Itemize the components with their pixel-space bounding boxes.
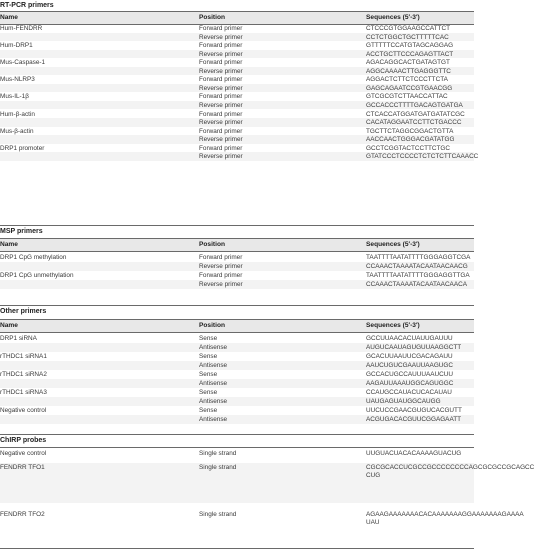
table-row	[0, 75, 474, 84]
cell-position: Reverse primer	[199, 67, 243, 75]
cell-name: Negative control	[0, 450, 47, 457]
cell-position: Forward primer	[199, 110, 243, 118]
table-row	[0, 449, 474, 459]
table-row	[0, 343, 474, 352]
table-row	[0, 415, 474, 424]
cell-position: Forward primer	[199, 272, 243, 280]
table-row	[0, 127, 474, 136]
cell-sequence: UAUGAGUAUGGCAUGG	[366, 398, 441, 406]
cell-sequence: TGCTTCTAGGCGGACTGTTA	[366, 127, 454, 135]
table-row	[0, 280, 474, 289]
cell-position: Sense	[199, 371, 218, 379]
cell-name: DRP1 CpG unmethylation	[0, 272, 74, 280]
cell-position: Single strand	[199, 464, 237, 471]
cell-position: Reverse primer	[199, 84, 243, 92]
table-row	[0, 118, 474, 127]
cell-name: rTHDC1 siRNA2	[0, 371, 47, 379]
cell-sequence: ACCTGCTTCCCAGAGTTACT	[366, 50, 454, 58]
column-header-name: Name	[0, 14, 18, 21]
section-divider	[0, 434, 474, 435]
column-header-position: Position	[199, 241, 226, 248]
cell-position: Reverse primer	[199, 281, 243, 289]
cell-sequence: CTCCCGTGGAAGCCATTCT	[366, 25, 451, 32]
table-row	[0, 50, 474, 59]
column-header-name: Name	[0, 322, 18, 329]
cell-sequence: CCAUGCCAUACUCACAUAU	[366, 389, 452, 397]
column-header-name: Name	[0, 241, 18, 248]
table-row	[0, 58, 474, 67]
cell-name: FENDRR TFO1	[0, 464, 45, 471]
cell-sequence: AGACAGGCACTGATAGTGT	[366, 59, 450, 67]
table-row	[0, 135, 474, 144]
cell-position: Sense	[199, 335, 218, 342]
cell-sequence: CCAAACTAAAATACAATAACAACG	[366, 263, 468, 271]
cell-position: Reverse primer	[199, 50, 243, 58]
section-title: MSP primers	[0, 228, 43, 235]
cell-name: Mus-NLRP3	[0, 76, 35, 84]
column-header-sequence: Sequences (5′-3′)	[366, 14, 420, 21]
cell-name: Hum-DRP1	[0, 42, 33, 50]
column-header-row	[0, 11, 474, 25]
cell-position: Reverse primer	[199, 119, 243, 127]
section-divider	[0, 225, 474, 226]
cell-sequence: AGAAGAAAAAAACACAAAAAAAGGAAAAAAAGAAAA UAU	[366, 511, 524, 526]
table-row	[0, 84, 474, 93]
cell-sequence: AGGCAAAACTTGAGGGTTC	[366, 67, 451, 75]
table-row	[0, 110, 474, 119]
cell-position: Forward primer	[199, 25, 243, 32]
table-row	[0, 101, 474, 110]
table-row	[0, 271, 474, 280]
cell-sequence: CCTCTGGCTGCTTTTTCAC	[366, 33, 449, 41]
table-row	[0, 334, 474, 343]
table-row	[0, 370, 474, 379]
column-header-position: Position	[199, 14, 226, 21]
cell-position: Forward primer	[199, 127, 243, 135]
cell-position: Single strand	[199, 511, 237, 518]
cell-name: DRP1 promoter	[0, 144, 45, 152]
column-header-position: Position	[199, 322, 226, 329]
cell-sequence: CGCGCACCUCGCCGCCCCCCCCAGCGCGCCGCAGCC CUG	[366, 464, 534, 479]
table-row	[0, 397, 474, 406]
cell-position: Forward primer	[199, 93, 243, 101]
table-row	[0, 144, 474, 153]
cell-sequence: AACCAACTGGGACGATATGG	[366, 136, 455, 144]
table-row	[0, 379, 474, 388]
cell-position: Antisense	[199, 344, 228, 352]
cell-position: Sense	[199, 353, 218, 361]
cell-sequence: UUCUCCGAACGUGUCACGUTT	[366, 407, 462, 415]
cell-sequence: TAATTTTAATATTTTGGGAGGTCGA	[366, 254, 471, 261]
table-row	[0, 510, 524, 550]
column-header-row	[0, 319, 474, 333]
cell-position: Sense	[199, 407, 218, 415]
table-row	[0, 406, 474, 415]
cell-position: Single strand	[199, 450, 237, 457]
cell-name: rTHDC1 siRNA3	[0, 389, 47, 397]
cell-sequence: GTTTTTCCATGTAGCAGGAG	[366, 42, 454, 50]
cell-sequence: ACGUGACACGUUCGGAGAATT	[366, 416, 462, 424]
cell-sequence: GCCACUGCCAUUUAAUCUU	[366, 371, 453, 379]
cell-name: Mus-β-actin	[0, 127, 34, 135]
cell-position: Forward primer	[199, 254, 243, 261]
cell-position: Forward primer	[199, 42, 243, 50]
cell-name: DRP1 siRNA	[0, 335, 37, 342]
cell-sequence: CCAAACTAAAATACAATAACAACA	[366, 281, 467, 289]
cell-position: Antisense	[199, 380, 228, 388]
cell-sequence: GCCACCCTTTTGACAGTGATGA	[366, 101, 463, 109]
cell-name: DRP1 CpG methylation	[0, 254, 67, 261]
cell-position: Reverse primer	[199, 153, 243, 161]
table-row	[0, 262, 474, 271]
cell-position: Forward primer	[199, 76, 243, 84]
table-row	[0, 24, 474, 33]
cell-sequence: GTCGCGTCTTAACCATTAC	[366, 93, 448, 101]
column-header-row	[0, 238, 474, 252]
cell-sequence: UUGUACUACACAAAAGUACUG	[366, 450, 462, 457]
cell-position: Forward primer	[199, 144, 243, 152]
cell-sequence: TAATTTTAATATTTTGGGAGGTTGA	[366, 272, 470, 280]
table-row	[0, 361, 474, 370]
table-bottom-rule	[0, 548, 474, 549]
cell-name: Hum-FENDRR	[0, 25, 43, 32]
cell-position: Reverse primer	[199, 33, 243, 41]
cell-sequence: GAGCAGAATCCGTGAACGG	[366, 84, 453, 92]
section-rule	[0, 447, 474, 448]
cell-sequence: GCCTCGGTACTCCTTCTGC	[366, 144, 451, 152]
cell-position: Antisense	[199, 416, 228, 424]
table-row	[0, 92, 474, 101]
cell-sequence: GCACUUAAUUCGACAGAUU	[366, 353, 453, 361]
cell-position: Forward primer	[199, 59, 243, 67]
cell-position: Reverse primer	[199, 136, 243, 144]
table-row	[0, 388, 474, 397]
section-title: ChIRP probes	[0, 437, 47, 444]
cell-sequence: GCCUUAACACUAUUGAUUU	[366, 335, 453, 342]
cell-sequence: AUGUCAAUAGUGUUAAGGCTT	[366, 344, 462, 352]
cell-position: Sense	[199, 389, 218, 397]
cell-position: Antisense	[199, 362, 228, 370]
column-header-sequence: Sequences (5′-3′)	[366, 241, 420, 248]
section-title: RT-PCR primers	[0, 2, 54, 9]
cell-sequence: AGGACTCTTCTCCCTTCTA	[366, 76, 448, 84]
cell-sequence: CTCACCATGGATGATGATATCGC	[366, 110, 465, 118]
column-header-sequence: Sequences (5′-3′)	[366, 322, 420, 329]
table-row	[0, 463, 534, 503]
table-row	[0, 253, 474, 262]
cell-name: Mus-Caspase-1	[0, 59, 46, 67]
cell-name: FENDRR TFO2	[0, 511, 45, 518]
cell-sequence: GTATCCCTCCCCTCTCTCTTCAAACC	[366, 153, 479, 161]
table-row	[0, 352, 474, 361]
table-row	[0, 33, 474, 42]
cell-name: Negative control	[0, 407, 47, 415]
cell-sequence: AAGAUUAAAUGGCAGUGGC	[366, 380, 454, 388]
cell-position: Antisense	[199, 398, 228, 406]
section-divider	[0, 305, 474, 306]
cell-position: Reverse primer	[199, 263, 243, 271]
table-row	[0, 152, 479, 161]
cell-sequence: CACATAGGAATCCTTCTGACCC	[366, 119, 462, 127]
table-row	[0, 41, 474, 50]
cell-name: Mus-IL-1β	[0, 93, 29, 101]
cell-position: Reverse primer	[199, 101, 243, 109]
cell-sequence: AAUCUGUCGAAUUAAGUGC	[366, 362, 453, 370]
cell-name: Hum-β-actin	[0, 110, 35, 118]
section-title: Other primers	[0, 308, 47, 315]
cell-name: rTHDC1 siRNA1	[0, 353, 47, 361]
table-row	[0, 67, 474, 76]
